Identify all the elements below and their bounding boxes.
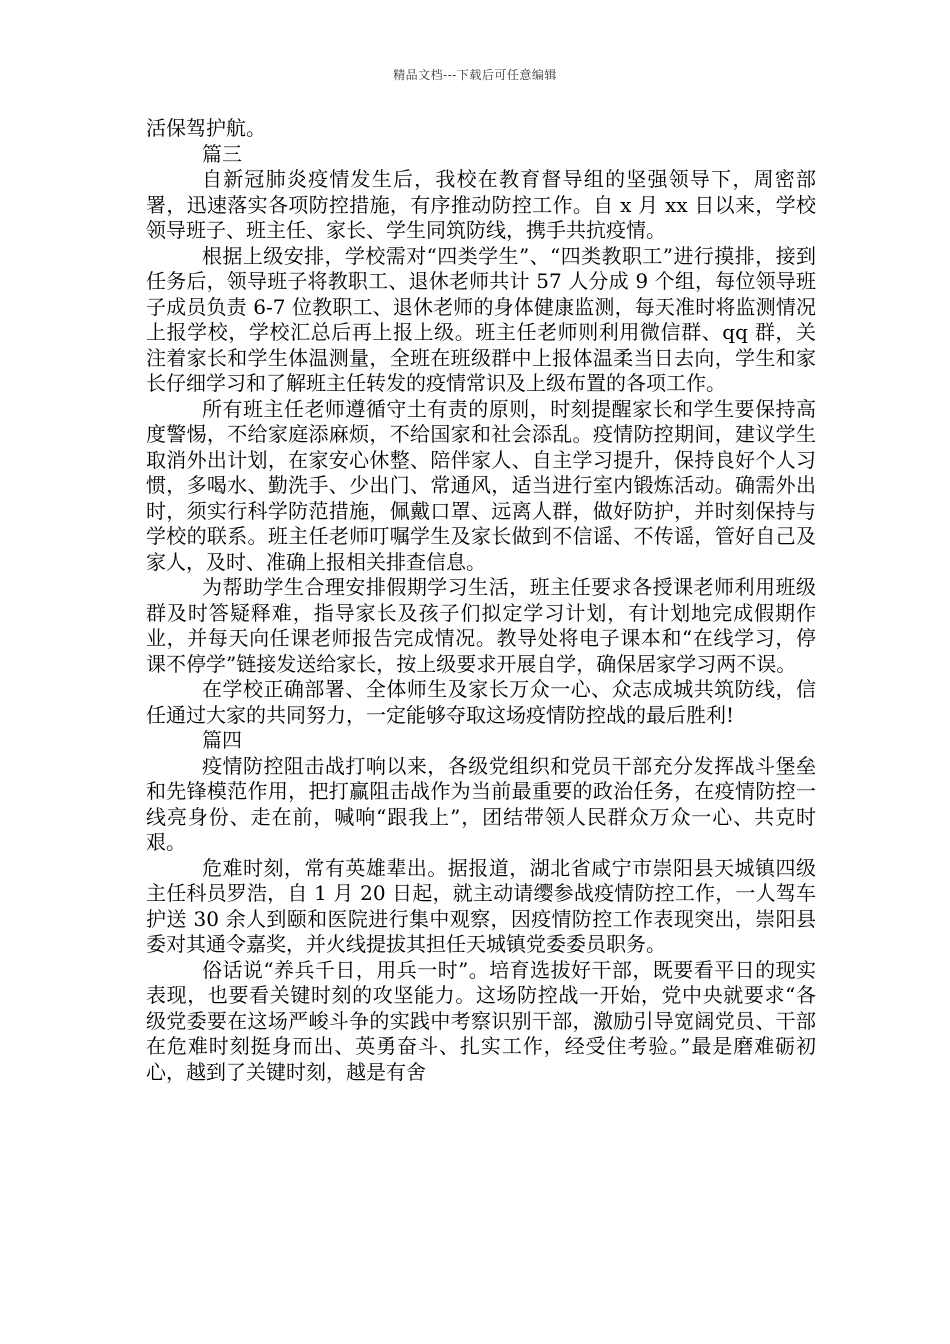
paragraph: 活保驾护航。 (146, 116, 266, 140)
paragraph: 所有班主任老师遵循守土有责的原则，时刻提醒家长和学生要保持高度警惕，不给家庭添麻烦，不给国家和社会添乱。疫情防控期间，建议学生取消外出计划，在家安心休整、陪伴家人、自主学习提升，保持良好个人习惯，多喝水、勤洗手、少出门、常通风，适当进行室内锻炼活动。确需外出时，须实行科学防范措施，佩戴口罩、远离人群，做好防护，并时刻保持与学校的联系。班主任老师叮嘱学生及家长做到不信谣、不传谣，管好自己及家人，及时、准确上报相关排查信息。 (146, 396, 816, 574)
paragraph: 俗话说“养兵千日，用兵一时”。培育选拔好干部，既要看平日的现实表现，也要看关键时刻的攻坚能力。这场防控战一开始，党中央就要求“各级党委要在这场严峻斗争的实践中考察识别干部，激励引导宽阔党员、干部在危难时刻挺身而出、英勇奋斗、扎实工作，经受住考验。”最是磨难砺初心，越到了关键时刻，越是有舍 (146, 957, 816, 1084)
paragraph: 危难时刻，常有英雄辈出。据报道，湖北省咸宁市崇阳县天城镇四级主任科员罗浩，自 1 月 20 日起，就主动请缨参战疫情防控工作，一人驾车护送 30 余人到颐和医院进行集中观察，因疫情防控工作表现突出，崇阳县委对其通令嘉奖，并火线提拔其担任天城镇党委委员职务。 (146, 855, 816, 956)
paragraph: 为帮助学生合理安排假期学习生活，班主任要求各授课老师利用班级群及时答疑释难，指导家长及孩子们拟定学习计划，有计划地完成假期作业，并每天向任课老师报告完成情况。教导处将电子课本和“在线学习，停课不停学”链接发送给家长，按上级要求开展自学，确保居家学习两不误。 (146, 575, 816, 676)
paragraph: 根据上级安排，学校需对“四类学生”、“四类教职工”进行摸排，接到任务后，领导班子将教职工、退休老师共计 57 人分成 9 个组，每位领导班子成员负责 6-7 位教职工、退休老师的身体健康监测，每天准时将监测情况上报学校，学校汇总后再上报上级。班主任老师则利用微信群、qq 群，关注着家长和学生体温测量，全班在班级群中上报体温柔当日去向，学生和家长仔细学习和了解班主任转发的疫情常识及上级布置的各项工作。 (146, 243, 816, 395)
page-header: 精品文档---下载后可任意编辑 (393, 68, 557, 82)
section-heading: 篇四 (202, 728, 242, 752)
paragraph: 自新冠肺炎疫情发生后，我校在教育督导组的坚强领导下，周密部署，迅速落实各项防控措施，有序推动防控工作。自 x 月 xx 日以来，学校领导班子、班主任、家长、学生同筑防线，携手共抗疫情。 (146, 167, 816, 242)
paragraph: 疫情防控阻击战打响以来，各级党组织和党员干部充分发挥战斗堡垒和先锋模范作用，把打赢阻击战作为当前最重要的政治任务，在疫情防控一线亮身份、走在前，喊响“跟我上”，团结带领人民群众万众一心、共克时艰。 (146, 753, 816, 854)
paragraph: 在学校正确部署、全体师生及家长万众一心、众志成城共筑防线，信任通过大家的共同努力，一定能够夺取这场疫情防控战的最后胜利! (146, 677, 816, 727)
document-body (146, 116, 816, 1085)
section-heading: 篇三 (202, 141, 242, 166)
